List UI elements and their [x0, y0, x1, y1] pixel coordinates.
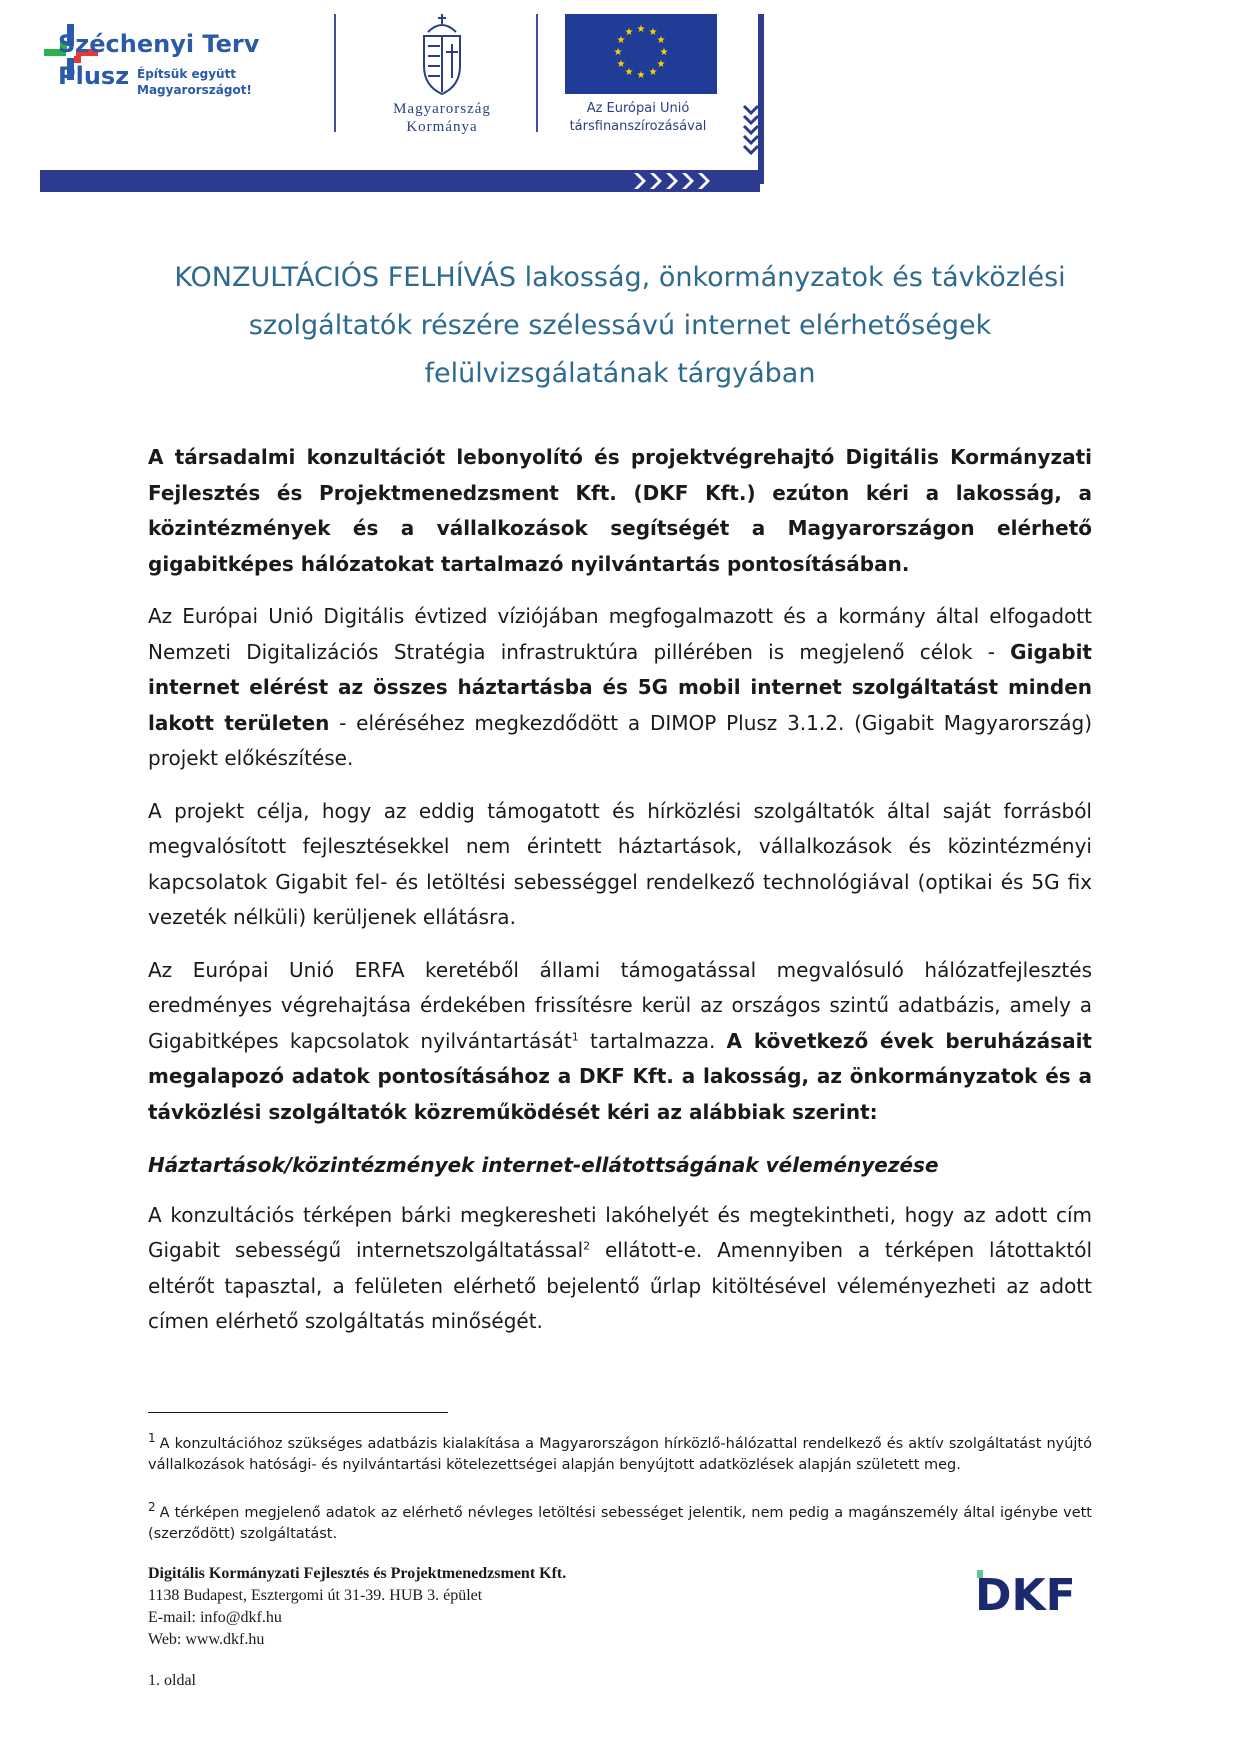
- szechenyi-slogan: Építsük együtt Magyarországot!: [137, 67, 252, 97]
- footnote-number: 2: [148, 1500, 156, 1515]
- paragraph-project-aim: A projekt célja, hogy az eddig támogatott és hírközlési szolgáltatók által saját forrásból megvalósított fejlesztésekkel nem érintett háztartások, vállalkozások és közintézményi kapcsolatok Gigabit fel- és letöltési sebességgel rendelkező technológiával (optikai és 5G fix vezeték nélküli) kerüljenek ellátásra.: [148, 798, 1092, 929]
- government-logo: [372, 12, 512, 142]
- footer-email[interactable]: E-mail: info@dkf.hu: [148, 1609, 282, 1626]
- svg-text:★: ★: [636, 70, 646, 81]
- paragraph-emphasis: A következő évek beruházásait megalapozó adatok pontosításához a DKF Kft. a lakosság, az önkormányzatok és a távközlési szolgáltatók közreműködését kéri az alábbiak szerint:: [148, 1028, 1092, 1124]
- eu-cofinancing-text: Az Európai Unió társfinanszírozásával: [569, 101, 707, 134]
- header-divider: [536, 14, 538, 132]
- svg-text:★: ★: [616, 35, 626, 46]
- footnote-text: A konzultációhoz szükséges adatbázis kialakítása a Magyarországon hírközlő-hálózattal rendelkező és aktív szolgáltatást nyújtó vállalkozások hatósági- és nyilvántartási kötelezettségei alapján benyújtott adatközlések alapján született meg.: [148, 1436, 1092, 1473]
- chevron-down-icon: [740, 14, 764, 184]
- svg-text:★: ★: [659, 47, 669, 58]
- footer-web[interactable]: Web: www.dkf.hu: [148, 1631, 265, 1648]
- szechenyi-plus: Plusz: [58, 62, 130, 90]
- header-banner: [0, 0, 1240, 200]
- svg-text:★: ★: [624, 27, 634, 38]
- footer-company: Digitális Kormányzati Fejlesztés és Projektmenedzsment Kft.: [148, 1565, 567, 1582]
- eu-flag: [565, 14, 717, 94]
- paragraph-map: [148, 1198, 1092, 1340]
- footnote-ref[interactable]: 2: [583, 1239, 591, 1253]
- section-subheading: Háztartások/közintézmények internet-ellátottságának véleményezése: [148, 1153, 939, 1177]
- document-title: KONZULTÁCIÓS FELHÍVÁS lakosság, önkormányzatok és távközlési szolgáltatók részére szélessávú internet elérhetőségek felülvizsgálatának tárgyában: [174, 262, 1066, 390]
- svg-text:★: ★: [656, 35, 666, 46]
- svg-text:★: ★: [613, 47, 623, 58]
- intro-paragraph: [148, 440, 1092, 582]
- footnote-separator: [148, 1412, 448, 1413]
- footer-contact: [148, 1563, 748, 1651]
- header-divider: [334, 14, 336, 132]
- svg-text:★: ★: [616, 59, 626, 70]
- paragraph-text: - eléréséhez megkezdődött a DIMOP Plusz 3.1.2. (Gigabit Magyarország) projekt előkészítése.: [148, 710, 1093, 770]
- paragraph-text: A konzultációs térképen bárki megkeresheti lakóhelyét és megtekintheti, hogy az adott cím Gigabit sebességű internetszolgáltatással: [148, 1202, 1092, 1262]
- government-name: Magyarország Kormánya: [393, 101, 491, 135]
- footer-address: 1138 Budapest, Esztergomi út 31-39. HUB 3. épület: [148, 1587, 483, 1604]
- intro-text: A társadalmi konzultációt lebonyolító és projektvégrehajtó Digitális Kormányzati Fejlesztés és Projektmenedzsment Kft. (DKF Kft.) ezúton kéri a lakosság, a közintézmények és a vállalkozások segítségét a Magyarországon elérhető gigabitképes hálózatokat tartalmazó nyilvántartás pontosításában.: [148, 445, 1092, 576]
- paragraph-text: tartalmazza.: [578, 1028, 727, 1053]
- szechenyi-title: Széchenyi Terv: [58, 30, 260, 58]
- page-number: 1. oldal: [148, 1672, 196, 1689]
- paragraph-text: ellátott-e. Amennyiben a térképen látottaktól eltérőt tapasztal, a felületen elérhető bejelentő űrlap kitöltésével véleményezheti az adott címen elérhető szolgáltatás minőségét.: [148, 1238, 1092, 1333]
- paragraph-database: [148, 953, 1092, 1131]
- dkf-logo-text: DKF: [975, 1570, 1076, 1614]
- svg-text:★: ★: [636, 24, 646, 35]
- eu-stars-icon: [565, 14, 717, 94]
- paragraph-goals: [148, 599, 1092, 777]
- footnote-2: [148, 1500, 1092, 1545]
- paragraph-text: Az Európai Unió ERFA keretéből állami támogatással megvalósuló hálózatfejlesztés eredményes végrehajtása érdekében frissítésre kerül az országos szintű adatbázis, amely a Gigabitképes kapcsolatok nyilvántartását: [148, 957, 1092, 1053]
- footnote-1: [148, 1431, 1092, 1476]
- svg-text:★: ★: [656, 59, 666, 70]
- svg-text:★: ★: [648, 27, 658, 38]
- coat-of-arms-icon: [372, 12, 512, 98]
- svg-text:★: ★: [648, 67, 658, 78]
- paragraph-text: Az Európai Unió Digitális évtized víziójában megfogalmazott és a kormány által elfogadott Nemzeti Digitalizációs Stratégia infrastruktúra pillérében is megjelenő célok -: [148, 604, 1092, 664]
- chevron-right-icon: [628, 170, 748, 192]
- footnote-ref[interactable]: 1: [571, 1029, 579, 1043]
- footnote-number: 1: [148, 1431, 156, 1446]
- svg-text:★: ★: [624, 67, 634, 78]
- dkf-logo: [975, 1568, 1095, 1614]
- document-body: [148, 440, 1092, 1357]
- paragraph-emphasis: Gigabit internet elérést az összes háztartásba és 5G mobil internet szolgáltatást minden lakott területen: [148, 639, 1092, 735]
- footnote-text: A térképen megjelenő adatok az elérhető névleges letöltési sebességet jelentik, nem pedig a magánszemély által igénybe vett (szerződött) szolgáltatást.: [148, 1505, 1092, 1542]
- header-bar: [40, 170, 760, 192]
